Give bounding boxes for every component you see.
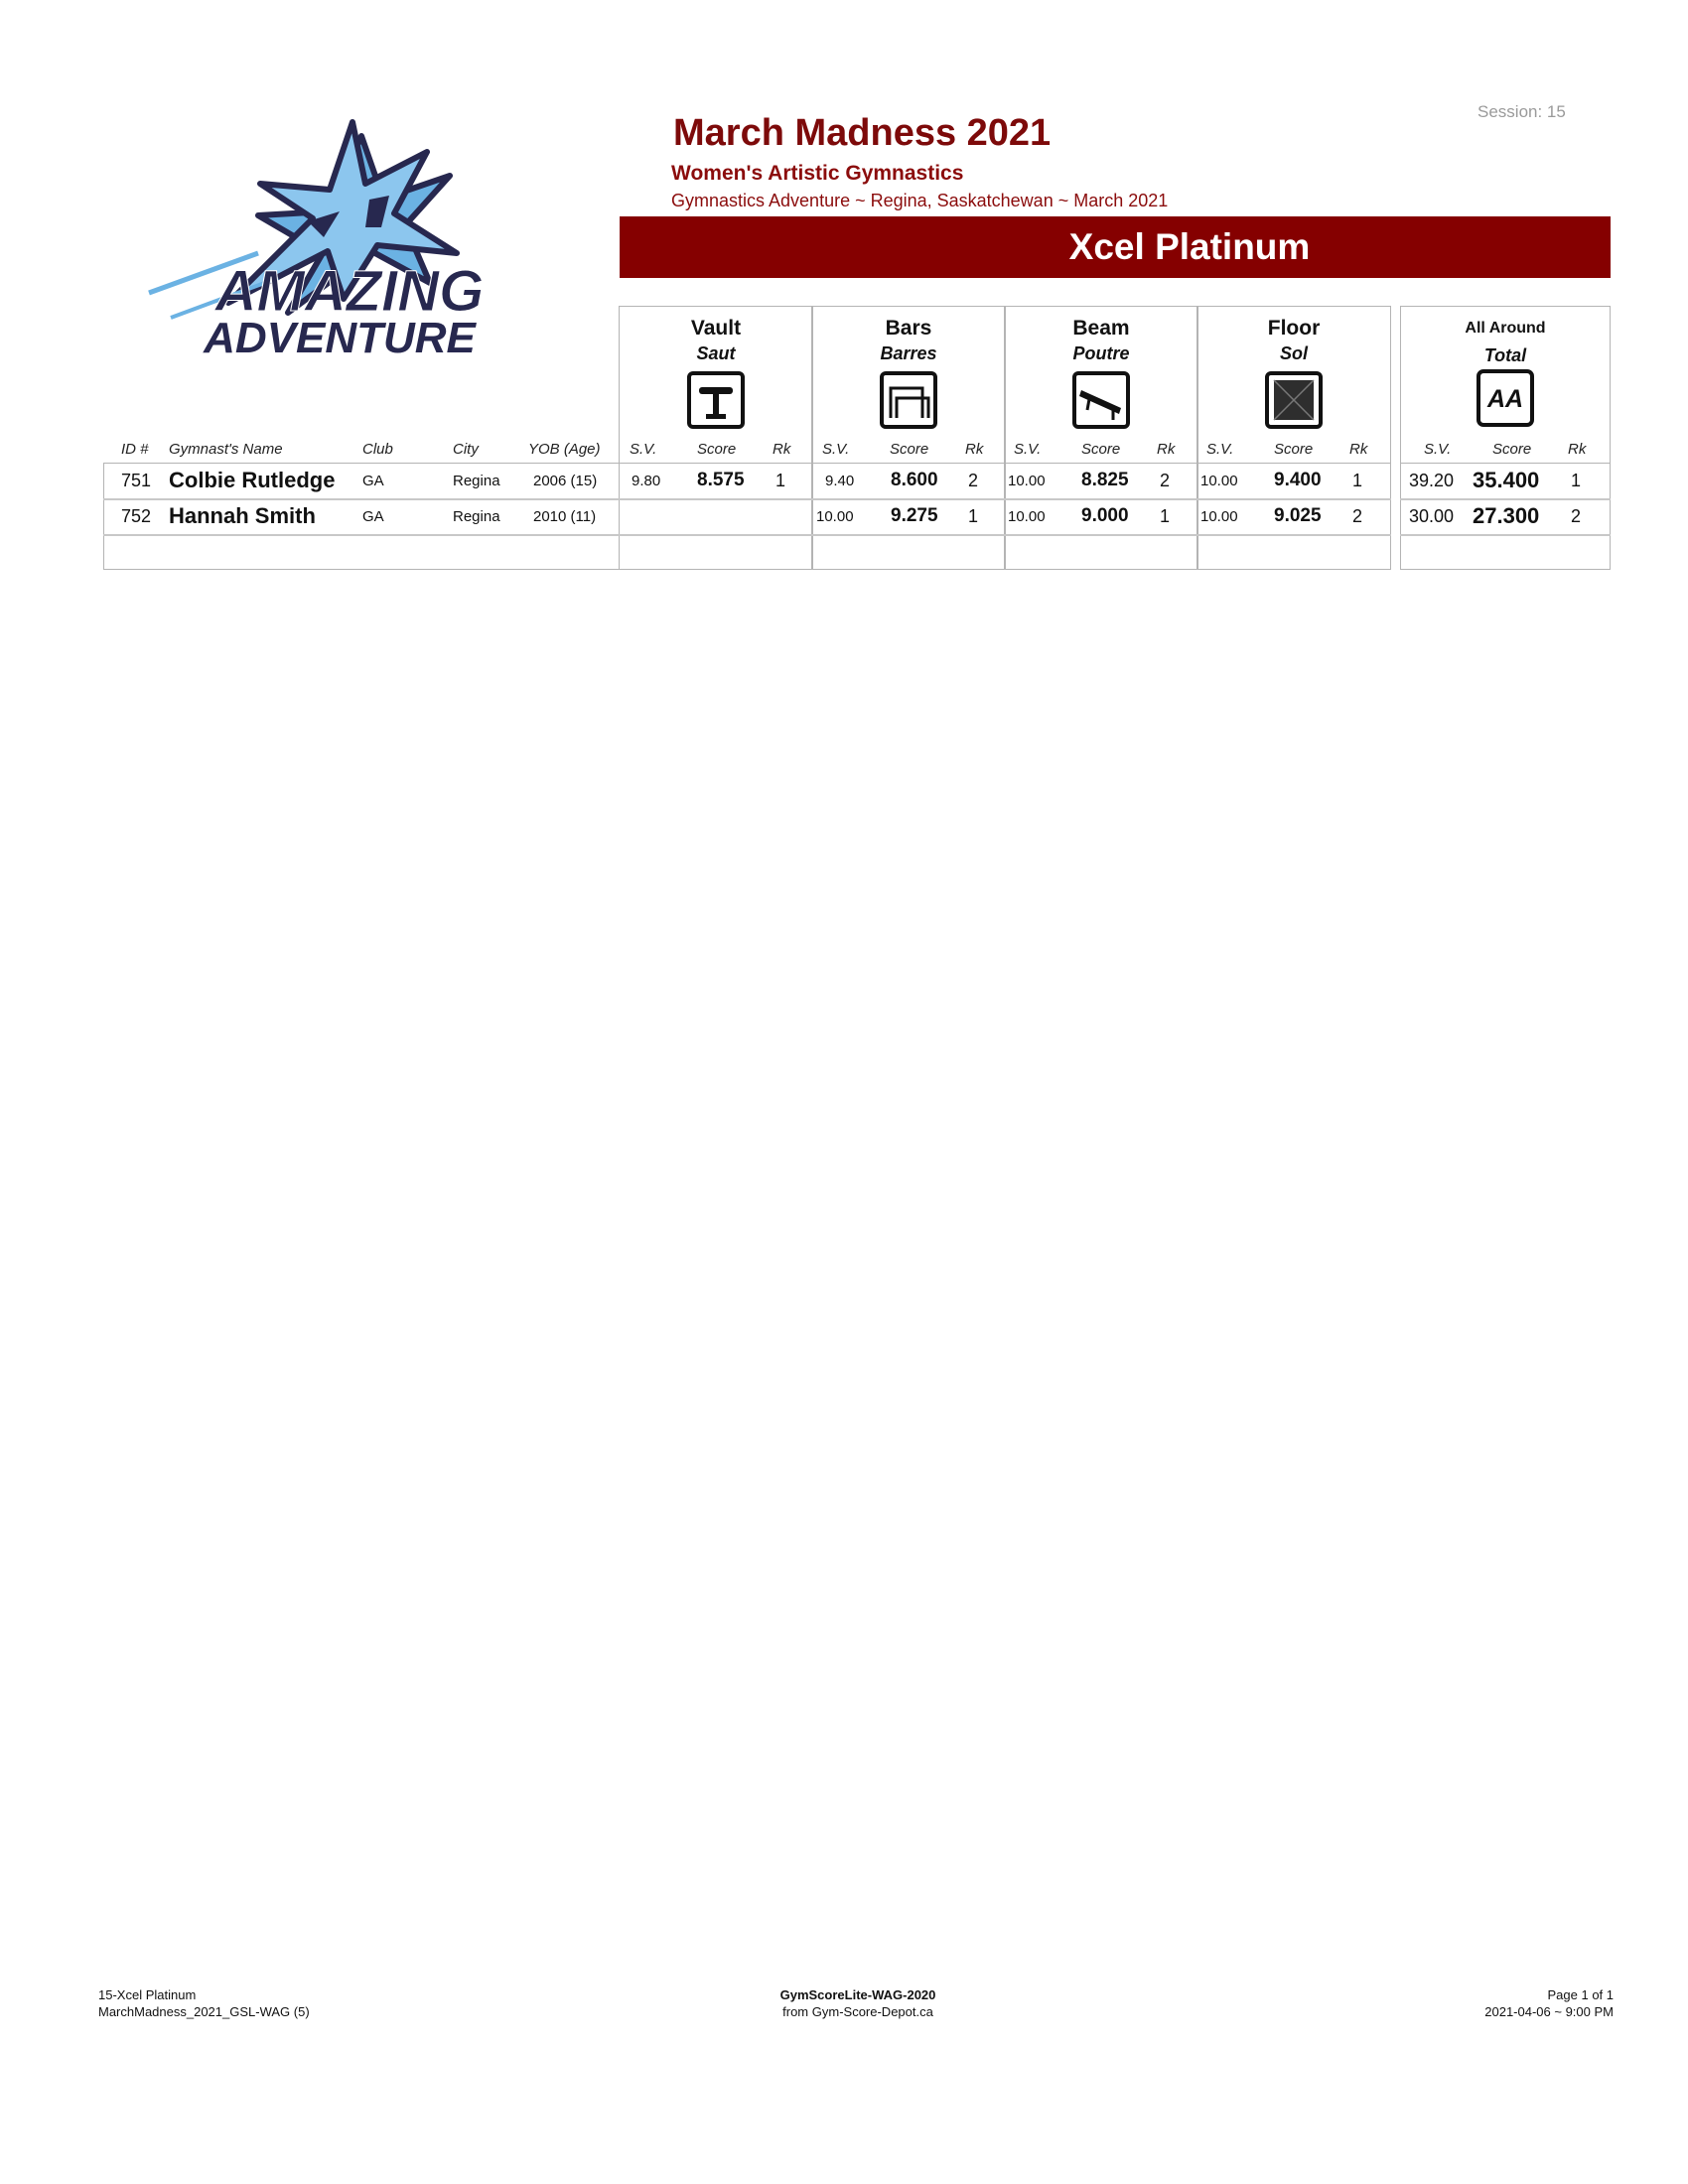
amazing-adventure-logo: [109, 104, 536, 367]
beam-rank: 2: [1160, 471, 1171, 490]
footer-page-number: Page 1 of 1: [1547, 1987, 1614, 2002]
gymnast-name: Hannah Smith: [169, 503, 316, 528]
col-aa-score: Score: [1492, 441, 1532, 458]
bars-sv: 9.40: [825, 473, 855, 489]
vault-score: 8.575: [697, 470, 745, 490]
event-name: Bars: [885, 317, 932, 340]
col-club: Club: [362, 441, 393, 458]
gymnast-club: GA: [362, 508, 384, 525]
footer-software: GymScoreLite-WAG-2020: [779, 1987, 936, 2002]
event-name-fr: Sol: [1279, 343, 1308, 363]
beam-score: 8.825: [1081, 470, 1129, 490]
footer-timestamp: 2021-04-06 ~ 9:00 PM: [1484, 2004, 1614, 2019]
row-divider: [1400, 534, 1611, 536]
bars-score: 8.600: [891, 470, 938, 490]
bars-icon: [879, 370, 938, 430]
aa-sv: 30.00: [1409, 506, 1455, 526]
vault-icon: [686, 370, 746, 430]
col-id: ID #: [121, 441, 149, 458]
level-title: Xcel Platinum: [1068, 226, 1311, 267]
gymnast-yob: 2010 (11): [533, 508, 597, 525]
event-name: Floor: [1267, 317, 1321, 340]
col-beam-score: Score: [1081, 441, 1121, 458]
gymnast-id: 751: [121, 471, 152, 490]
page-title: March Madness 2021: [673, 112, 1052, 154]
event-name-fr: Barres: [880, 343, 937, 363]
col-bars-score: Score: [890, 441, 929, 458]
beam-icon: [1071, 370, 1131, 430]
logo-line1: AMAZING: [214, 259, 485, 324]
col-city: City: [453, 441, 479, 458]
floor-score: 9.400: [1274, 470, 1322, 490]
vault-rank: 1: [775, 471, 786, 490]
session-label: Session: 15: [1477, 102, 1566, 121]
col-yob: YOB (Age): [528, 441, 601, 458]
floor-score: 9.025: [1274, 505, 1322, 526]
beam-sv: 10.00: [1008, 473, 1046, 489]
col-vault-score: Score: [697, 441, 737, 458]
floor-rank: 2: [1352, 506, 1363, 526]
gymnast-id: 752: [121, 506, 152, 526]
row-divider: [103, 498, 1391, 500]
floor-sv: 10.00: [1200, 508, 1238, 525]
col-vault-rk: Rk: [773, 441, 791, 458]
gymnast-yob: 2006 (15): [533, 473, 598, 489]
footer-session-level: 15-Xcel Platinum: [98, 1987, 197, 2002]
all-around-icon-text: AA: [1486, 385, 1524, 413]
all-around-title: All Around: [1465, 320, 1546, 337]
all-around-sub: Total: [1483, 345, 1527, 365]
divider: [1004, 463, 1006, 570]
bars-rank: 2: [968, 471, 979, 490]
aa-sv: 39.20: [1409, 471, 1455, 490]
floor-icon: [1264, 370, 1324, 430]
col-floor-sv: S.V.: [1206, 441, 1234, 458]
beam-rank: 1: [1160, 506, 1171, 526]
row-divider: [1400, 498, 1611, 500]
event-name: Beam: [1072, 317, 1130, 340]
event-name: Vault: [690, 317, 742, 340]
event-location: Gymnastics Adventure ~ Regina, Saskatchewan ~ March 2021: [671, 191, 1169, 210]
event-name-fr: Poutre: [1072, 343, 1130, 363]
aa-rank: 1: [1571, 471, 1582, 490]
floor-sv: 10.00: [1200, 473, 1238, 489]
footer-source: from Gym-Score-Depot.ca: [782, 2004, 933, 2019]
vault-sv: 9.80: [632, 473, 661, 489]
gymnast-club: GA: [362, 473, 384, 489]
aa-rank: 2: [1571, 506, 1582, 526]
bars-sv: 10.00: [816, 508, 854, 525]
col-bars-sv: S.V.: [822, 441, 850, 458]
col-gymnast: Gymnast's Name: [169, 441, 283, 458]
all-around-icon: [1476, 368, 1535, 428]
col-aa-sv: S.V.: [1424, 441, 1452, 458]
col-aa-rk: Rk: [1568, 441, 1587, 458]
divider: [811, 463, 813, 570]
event-name-fr: Saut: [696, 343, 736, 363]
floor-rank: 1: [1352, 471, 1363, 490]
bars-score: 9.275: [891, 505, 938, 526]
row-divider: [103, 534, 1391, 536]
beam-sv: 10.00: [1008, 508, 1046, 525]
gymnast-city: Regina: [453, 473, 500, 489]
page-subtitle: Women's Artistic Gymnastics: [671, 162, 964, 185]
bars-rank: 1: [968, 506, 979, 526]
col-beam-sv: S.V.: [1014, 441, 1042, 458]
gymnast-name: Colbie Rutledge: [169, 468, 336, 492]
aa-score: 27.300: [1473, 503, 1540, 528]
gymnast-city: Regina: [453, 508, 500, 525]
logo-graphic: [109, 104, 536, 367]
col-vault-sv: S.V.: [630, 441, 657, 458]
footer-file-name: MarchMadness_2021_GSL-WAG (5): [98, 2004, 310, 2019]
level-banner: [620, 216, 1611, 278]
col-bars-rk: Rk: [965, 441, 984, 458]
col-floor-rk: Rk: [1349, 441, 1368, 458]
aa-score: 35.400: [1473, 468, 1540, 492]
beam-score: 9.000: [1081, 505, 1129, 526]
col-floor-score: Score: [1274, 441, 1314, 458]
divider: [1196, 463, 1198, 570]
col-beam-rk: Rk: [1157, 441, 1176, 458]
logo-line2: ADVENTURE: [204, 314, 476, 362]
